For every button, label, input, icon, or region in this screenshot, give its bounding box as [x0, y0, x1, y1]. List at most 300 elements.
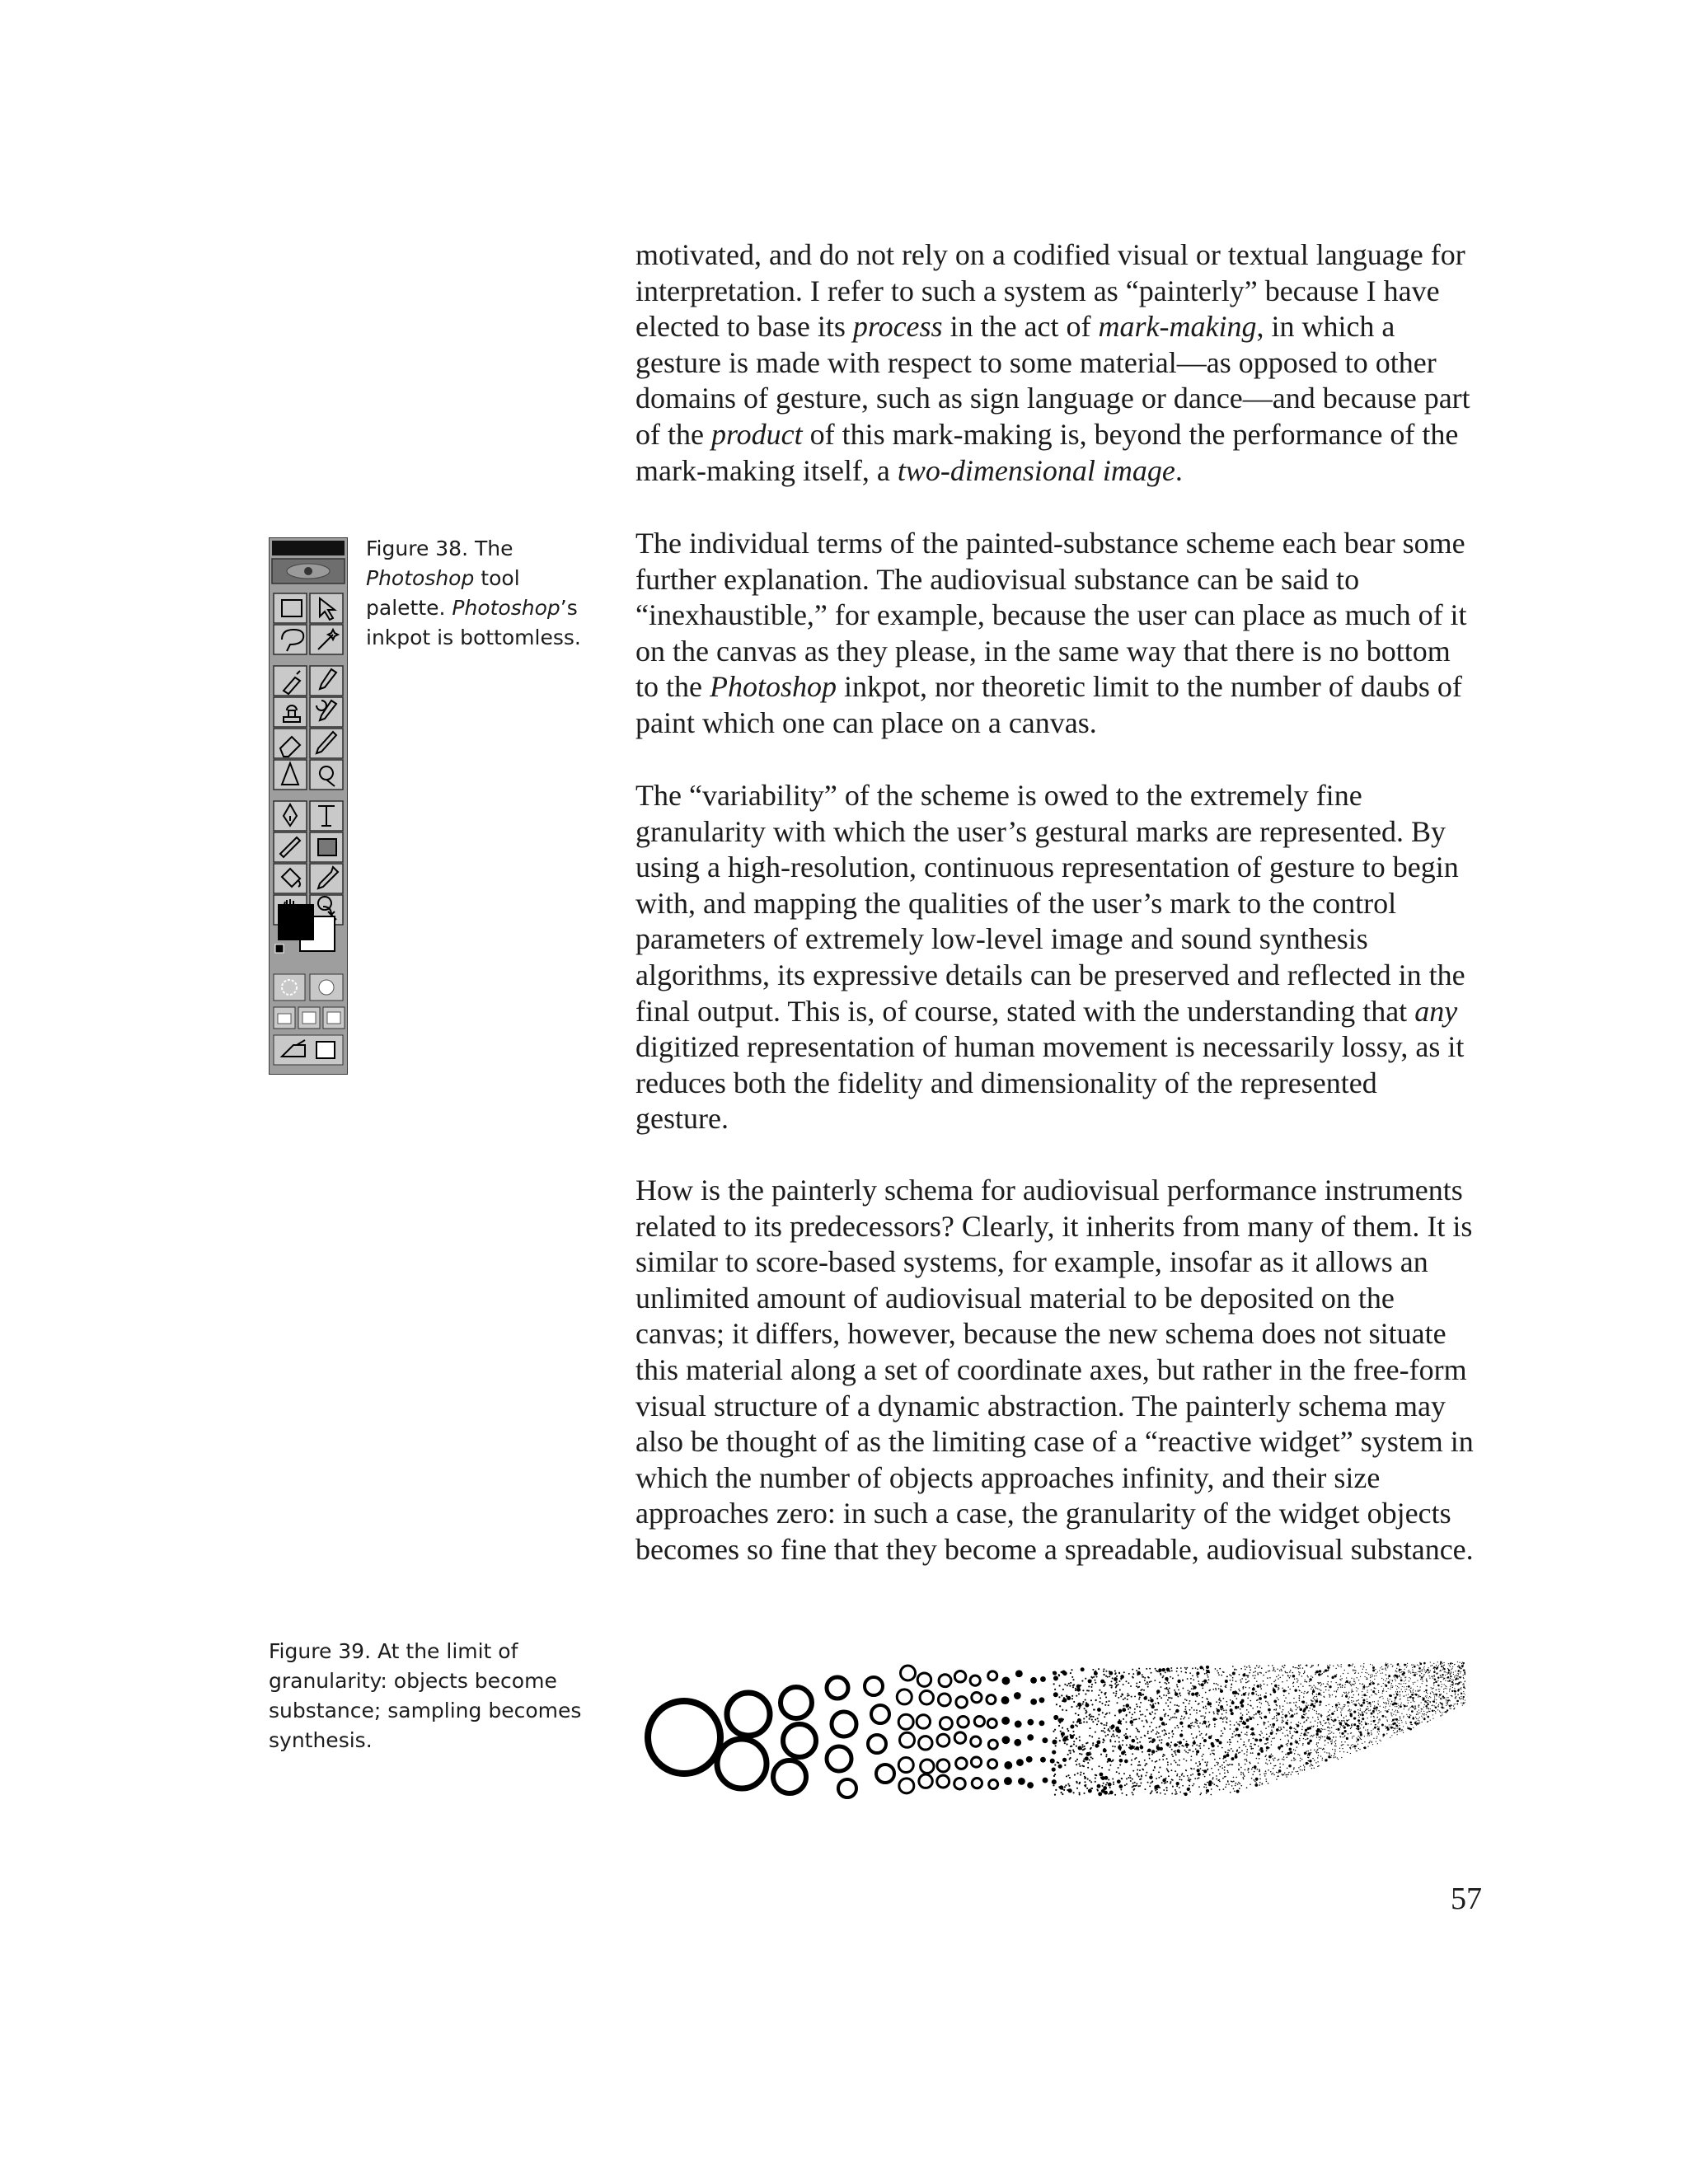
granule-speck: [1176, 1671, 1178, 1672]
granule-speck: [1217, 1713, 1219, 1715]
granule-speck: [1065, 1736, 1067, 1738]
granule-speck: [1246, 1718, 1250, 1722]
granule-speck: [1317, 1757, 1318, 1758]
granule-speck: [1183, 1739, 1184, 1741]
granule-speck: [1030, 1677, 1037, 1684]
granule-speck: [1328, 1730, 1329, 1731]
granule-speck: [1199, 1743, 1201, 1745]
granule-speck: [1257, 1724, 1259, 1726]
text-run: The “variability” of the scheme is owed to the extremely fine granularity with which the user’s gestural marks are represented. By using a high-resolution, continuous representation of gesture to begin with, and mapping the qualities of the user’s mark to the control parameters of extremely low-level image and sound synthesis algorithms, its expressive details can be preserved and reflected in the final output. This is, of course, stated with the understanding that: [635, 779, 1465, 1028]
granule-speck: [1250, 1743, 1252, 1745]
granule-speck: [1319, 1736, 1320, 1737]
granule-speck: [1103, 1671, 1104, 1672]
granule-speck: [1137, 1729, 1138, 1731]
granule-speck: [1355, 1682, 1356, 1683]
granule-ring: [938, 1694, 950, 1706]
granule-speck: [1427, 1693, 1428, 1694]
granule-speck: [1067, 1783, 1069, 1785]
granule-speck: [1133, 1719, 1135, 1721]
granule-speck: [1081, 1744, 1083, 1746]
granule-speck: [1259, 1684, 1261, 1685]
granularity-figure: [641, 1655, 1465, 1800]
granule-speck: [1101, 1789, 1105, 1793]
granule-speck: [1396, 1668, 1397, 1669]
granule-speck: [1238, 1782, 1240, 1783]
granule-ring: [898, 1714, 913, 1729]
granule-speck: [1109, 1675, 1110, 1677]
granule-speck: [1138, 1776, 1140, 1778]
paragraph: [635, 526, 1476, 742]
granule-speck: [1348, 1692, 1349, 1693]
granule-speck: [1422, 1679, 1423, 1680]
granule-speck: [1223, 1671, 1225, 1673]
granule-speck: [1185, 1751, 1187, 1753]
granule-speck: [1219, 1698, 1221, 1699]
granule-speck: [1387, 1667, 1388, 1668]
granule-speck: [1150, 1697, 1151, 1699]
granule-speck: [1350, 1748, 1351, 1749]
granule-speck: [1273, 1773, 1274, 1774]
granule-speck: [1420, 1663, 1423, 1666]
granule-speck: [1080, 1771, 1081, 1773]
granule-speck: [1165, 1782, 1166, 1783]
granule-speck: [1272, 1755, 1273, 1757]
tool-button-move[interactable]: [310, 593, 343, 623]
granule-speck: [1245, 1669, 1246, 1671]
granule-speck: [1281, 1670, 1282, 1671]
granule-speck: [1339, 1751, 1340, 1752]
granule-speck: [1189, 1700, 1191, 1702]
granule-speck: [1171, 1697, 1173, 1699]
default-colors-icon[interactable]: [275, 944, 284, 953]
granule-speck: [1418, 1704, 1419, 1705]
granule-speck: [1214, 1765, 1216, 1767]
granule-speck: [1081, 1680, 1083, 1682]
granule-speck: [1358, 1715, 1359, 1716]
granule-speck: [1334, 1754, 1335, 1755]
granule-speck: [1255, 1782, 1257, 1783]
granule-speck: [1123, 1671, 1125, 1673]
granule-speck: [1319, 1713, 1320, 1714]
granule-speck: [1189, 1780, 1191, 1782]
granule-speck: [1156, 1693, 1158, 1694]
granule-speck: [1334, 1750, 1335, 1751]
granule-speck: [1335, 1756, 1336, 1757]
granule-speck: [1169, 1719, 1170, 1721]
granule-speck: [1456, 1700, 1457, 1701]
granule-speck: [1294, 1713, 1295, 1714]
granule-speck: [1231, 1687, 1232, 1689]
granule-speck: [1418, 1667, 1421, 1670]
granule-speck: [1149, 1758, 1151, 1760]
granule-speck: [1407, 1705, 1408, 1706]
granule-speck: [1457, 1694, 1458, 1695]
granule-speck: [1120, 1695, 1122, 1697]
granule-speck: [1245, 1759, 1247, 1760]
granule-speck: [1197, 1676, 1198, 1678]
figure-39-caption: [269, 1637, 598, 1755]
granule-speck: [1299, 1740, 1300, 1741]
granule-ring: [783, 1724, 816, 1757]
granule-speck: [1371, 1717, 1372, 1718]
granule-speck: [1203, 1669, 1204, 1671]
granule-speck: [1068, 1785, 1070, 1787]
granule-speck: [1231, 1675, 1232, 1677]
granule-speck: [1382, 1672, 1383, 1673]
standard-mode-button[interactable]: [274, 974, 305, 1001]
granule-speck: [1303, 1673, 1304, 1674]
granule-speck: [1220, 1690, 1223, 1693]
granule-speck: [1146, 1721, 1147, 1722]
granule-speck: [1329, 1696, 1330, 1697]
granule-speck: [1249, 1739, 1250, 1741]
granule-speck: [1165, 1723, 1167, 1725]
granule-speck: [1092, 1744, 1094, 1746]
granule-speck: [1112, 1779, 1114, 1780]
granule-speck: [1155, 1668, 1156, 1670]
granule-speck: [1250, 1669, 1251, 1671]
granule-speck: [1179, 1776, 1181, 1778]
granule-speck: [1259, 1771, 1260, 1773]
granule-speck: [1062, 1727, 1063, 1728]
granule-speck: [1104, 1694, 1106, 1695]
granule-speck: [1424, 1700, 1427, 1703]
granule-speck: [1316, 1742, 1317, 1743]
granule-speck: [1185, 1668, 1187, 1670]
granule-speck: [1367, 1731, 1368, 1732]
granule-speck: [1354, 1666, 1355, 1667]
granule-speck: [1206, 1789, 1209, 1793]
granule-speck: [1342, 1687, 1343, 1688]
granule-speck: [1425, 1705, 1428, 1708]
granule-speck: [1387, 1700, 1388, 1701]
granule-speck: [1213, 1783, 1215, 1785]
tool-button-blur[interactable]: [274, 760, 307, 790]
granule-speck: [1306, 1735, 1307, 1736]
granule-speck: [1092, 1758, 1094, 1760]
granule-speck: [1394, 1732, 1395, 1733]
granule-speck: [1252, 1675, 1254, 1676]
granule-speck: [1092, 1669, 1094, 1671]
foreground-color-swatch[interactable]: [279, 905, 313, 940]
granule-speck: [1246, 1720, 1248, 1722]
granule-speck: [1357, 1709, 1358, 1710]
tool-button-paint-bucket[interactable]: [274, 864, 307, 893]
granule-speck: [1129, 1712, 1131, 1713]
granule-speck: [1323, 1692, 1324, 1693]
granule-speck: [1377, 1703, 1378, 1704]
granule-speck: [1057, 1718, 1062, 1722]
granule-speck: [1311, 1686, 1312, 1687]
granule-speck: [1449, 1680, 1451, 1681]
granule-speck: [1075, 1724, 1076, 1726]
granule-speck: [1287, 1675, 1289, 1676]
granule-speck: [1387, 1721, 1388, 1722]
granule-speck: [1451, 1705, 1452, 1706]
granule-speck: [1445, 1688, 1446, 1689]
granule-speck: [1291, 1715, 1294, 1718]
granule-speck: [1352, 1684, 1353, 1685]
granule-speck: [1067, 1736, 1068, 1737]
granule-speck: [1137, 1765, 1139, 1766]
granule-speck: [1084, 1776, 1085, 1778]
granule-speck: [1432, 1704, 1433, 1705]
granule-speck: [1227, 1781, 1229, 1783]
granule-speck: [1351, 1697, 1352, 1698]
granule-speck: [1416, 1718, 1417, 1719]
granule-speck: [1231, 1781, 1233, 1783]
granule-speck: [1089, 1714, 1090, 1716]
granule-speck: [1176, 1793, 1178, 1795]
granule-speck: [1421, 1673, 1422, 1674]
granule-speck: [1420, 1696, 1421, 1697]
granule-speck: [1098, 1694, 1100, 1696]
granule-speck: [1454, 1676, 1455, 1677]
granule-speck: [1147, 1732, 1149, 1734]
granule-speck: [1204, 1683, 1206, 1685]
granule-speck: [1430, 1720, 1431, 1721]
granule-speck: [1434, 1705, 1435, 1706]
tool-button-history-brush[interactable]: [310, 697, 343, 727]
granule-speck: [1351, 1702, 1352, 1703]
granule-speck: [1359, 1737, 1360, 1738]
granule-speck: [1387, 1681, 1390, 1684]
granule-speck: [1181, 1774, 1183, 1776]
granule-speck: [1109, 1791, 1114, 1795]
granule-speck: [1298, 1686, 1299, 1687]
granule-speck: [1104, 1674, 1105, 1675]
granule-speck: [1251, 1778, 1253, 1779]
granule-speck: [1188, 1778, 1189, 1779]
granule-speck: [1443, 1668, 1445, 1670]
tool-button-type[interactable]: [310, 801, 343, 831]
granule-speck: [1193, 1726, 1195, 1727]
granule-speck: [1395, 1718, 1398, 1721]
granule-speck: [1398, 1687, 1399, 1688]
granule-speck: [1299, 1706, 1300, 1707]
granule-speck: [1221, 1730, 1222, 1732]
granule-speck: [1246, 1734, 1248, 1736]
tool-button-pencil[interactable]: [310, 729, 343, 758]
granule-speck: [1109, 1730, 1110, 1732]
granule-speck: [1252, 1708, 1254, 1709]
granule-speck: [1375, 1688, 1376, 1689]
granule-speck: [1072, 1686, 1074, 1688]
granule-speck: [1447, 1702, 1448, 1703]
granule-speck: [1164, 1783, 1165, 1784]
tool-button-magic-wand[interactable]: [310, 625, 343, 654]
granule-ring: [917, 1715, 930, 1728]
granule-ring: [937, 1734, 950, 1746]
granule-speck: [1309, 1728, 1310, 1729]
tool-button-measure[interactable]: [274, 832, 307, 862]
granule-speck: [1455, 1694, 1456, 1695]
granule-speck: [1374, 1701, 1375, 1702]
granule-speck: [1341, 1741, 1342, 1742]
text-run: Figure 39. At the limit of granularity: objects become substance; sampling becomes synthesis.: [269, 1639, 582, 1752]
granule-speck: [1137, 1706, 1138, 1708]
granule-speck: [1179, 1765, 1180, 1766]
granule-speck: [1409, 1728, 1412, 1731]
granule-speck: [1307, 1738, 1308, 1739]
granule-speck: [1414, 1666, 1416, 1668]
granule-speck: [1172, 1717, 1174, 1718]
granule-speck: [1311, 1665, 1312, 1666]
granule-speck: [1290, 1732, 1291, 1733]
granule-speck: [1197, 1778, 1198, 1779]
tool-button-gradient[interactable]: [310, 832, 343, 862]
tool-button-burn[interactable]: [310, 760, 343, 790]
granule-speck: [1240, 1738, 1242, 1740]
granule-speck: [1398, 1705, 1399, 1706]
granule-speck: [1452, 1666, 1453, 1667]
granule-speck: [1352, 1725, 1353, 1726]
granule-speck: [1233, 1731, 1235, 1732]
granule-speck: [1098, 1741, 1100, 1742]
granule-speck: [1396, 1693, 1397, 1694]
granule-speck: [1109, 1700, 1110, 1702]
granule-speck: [1114, 1715, 1116, 1717]
granule-speck: [1182, 1679, 1184, 1680]
granule-speck: [1136, 1718, 1137, 1720]
granule-speck: [1186, 1741, 1188, 1742]
granule-speck: [1136, 1685, 1137, 1687]
granule-speck: [1256, 1758, 1258, 1760]
granule-speck: [1163, 1675, 1165, 1677]
gradient-icon: [318, 839, 336, 855]
granule-speck: [1387, 1728, 1388, 1729]
granule-speck: [1426, 1695, 1427, 1696]
granule-speck: [1195, 1719, 1197, 1721]
granule-speck: [1303, 1693, 1304, 1694]
granule-speck: [1202, 1701, 1203, 1703]
granule-speck: [1264, 1743, 1266, 1745]
granule-speck: [1413, 1707, 1414, 1708]
granule-speck: [1192, 1722, 1193, 1723]
granule-speck: [1206, 1733, 1207, 1735]
granule-speck: [1393, 1730, 1394, 1731]
granule-speck: [1198, 1680, 1199, 1682]
granule-speck: [1061, 1792, 1062, 1793]
granule-speck: [1447, 1699, 1449, 1701]
tool-button-paintbrush[interactable]: [310, 666, 343, 696]
granule-speck: [1260, 1731, 1262, 1732]
granule-speck: [1432, 1709, 1434, 1712]
granule-speck: [1172, 1755, 1174, 1757]
granule-speck: [1161, 1782, 1163, 1783]
tool-button-lasso[interactable]: [274, 625, 307, 654]
granule-speck: [1325, 1669, 1327, 1671]
granule-speck: [1342, 1708, 1343, 1709]
granule-speck: [1156, 1698, 1158, 1699]
granule-speck: [1240, 1668, 1242, 1670]
granule-speck: [1142, 1751, 1143, 1753]
granule-speck: [1054, 1718, 1056, 1720]
granule-speck: [1186, 1760, 1188, 1762]
granule-speck: [1165, 1732, 1166, 1734]
granule-speck: [1095, 1778, 1096, 1779]
granule-speck: [1244, 1673, 1245, 1675]
granule-speck: [1361, 1704, 1363, 1707]
granule-speck: [1226, 1722, 1228, 1723]
granule-speck: [1111, 1724, 1115, 1728]
granule-speck: [1195, 1748, 1197, 1750]
granule-speck: [1092, 1716, 1094, 1718]
granule-speck: [1329, 1754, 1330, 1755]
granule-speck: [1402, 1691, 1403, 1692]
granule-speck: [1145, 1715, 1146, 1717]
granule-speck: [1186, 1667, 1188, 1669]
granule-speck: [1071, 1695, 1073, 1697]
granule-speck: [1403, 1726, 1404, 1727]
granule-speck: [1193, 1783, 1195, 1785]
granule-speck: [1190, 1682, 1192, 1684]
granule-speck: [1427, 1680, 1428, 1681]
granule-speck: [1392, 1709, 1393, 1710]
granule-speck: [1332, 1720, 1333, 1721]
granule-speck: [1063, 1697, 1065, 1699]
granule-speck: [1119, 1745, 1121, 1746]
italic-text: any: [1414, 994, 1458, 1028]
granule-speck: [1188, 1724, 1191, 1727]
granule-speck: [1268, 1760, 1270, 1762]
granule-speck: [1015, 1721, 1022, 1728]
granule-speck: [1445, 1671, 1446, 1672]
granule-speck: [1203, 1667, 1204, 1669]
tool-button-eyedropper[interactable]: [310, 864, 343, 893]
granule-speck: [1314, 1699, 1315, 1700]
granule-speck: [1125, 1733, 1127, 1735]
granule-speck: [1436, 1665, 1437, 1666]
granule-speck: [1091, 1788, 1093, 1789]
tool-button-eraser[interactable]: [274, 729, 307, 758]
granule-speck: [1235, 1783, 1236, 1784]
granule-ring: [897, 1690, 912, 1704]
granule-speck: [1393, 1727, 1394, 1728]
granule-speck: [1226, 1760, 1227, 1762]
granule-speck: [1284, 1665, 1286, 1666]
granule-speck: [1247, 1698, 1249, 1699]
granule-speck: [1257, 1685, 1260, 1688]
granule-speck: [1259, 1750, 1260, 1751]
tool-button-marquee[interactable]: [274, 593, 307, 623]
granule-speck: [1364, 1741, 1365, 1742]
granule-speck: [1224, 1766, 1226, 1768]
tool-button-airbrush[interactable]: [274, 666, 307, 696]
granule-speck: [1187, 1678, 1189, 1680]
granule-speck: [1360, 1727, 1361, 1728]
granule-ring: [871, 1705, 889, 1723]
granule-speck: [1302, 1726, 1303, 1727]
granule-speck: [1272, 1718, 1273, 1720]
granule-speck: [1325, 1705, 1326, 1706]
granule-speck: [1341, 1666, 1342, 1667]
granule-speck: [1081, 1754, 1082, 1755]
granule-speck: [1398, 1683, 1399, 1684]
granule-speck: [1237, 1723, 1239, 1725]
granule-speck: [1227, 1752, 1229, 1754]
granule-speck: [1374, 1727, 1376, 1729]
granule-speck: [1405, 1676, 1406, 1677]
granule-speck: [1216, 1779, 1217, 1780]
granule-speck: [1209, 1724, 1211, 1726]
granule-speck: [1206, 1764, 1207, 1765]
granule-speck: [1321, 1728, 1322, 1729]
tool-button-rubber-stamp[interactable]: [274, 697, 307, 727]
granule-speck: [1414, 1674, 1416, 1676]
granule-speck: [1347, 1701, 1349, 1704]
tool-button-pen[interactable]: [274, 801, 307, 831]
